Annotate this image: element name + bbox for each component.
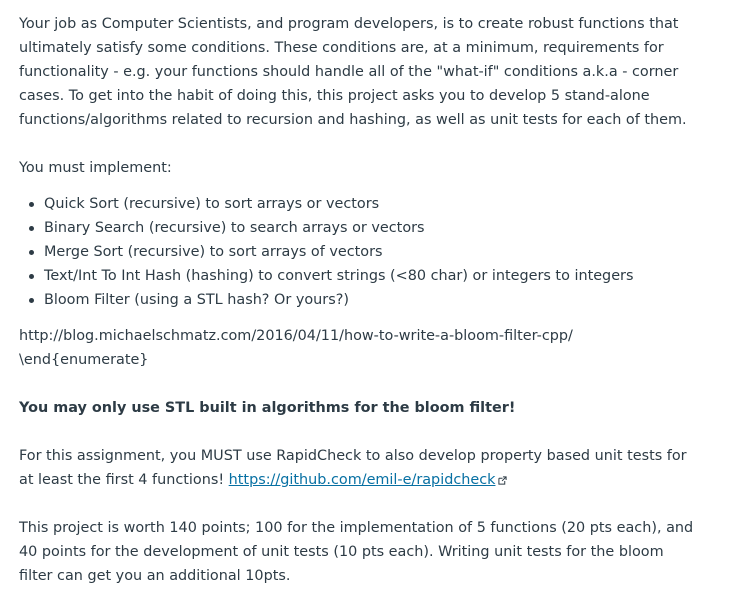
- external-link-icon[interactable]: [498, 476, 507, 485]
- list-item: Binary Search (recursive) to search arrays or vectors: [44, 216, 699, 240]
- rapidcheck-text: For this assignment, you MUST use RapidCheck to also develop property based unit tests for at least the first 4 functions!: [19, 448, 687, 488]
- list-item: Quick Sort (recursive) to sort arrays or vectors: [44, 192, 699, 216]
- bloom-reference: [19, 324, 699, 372]
- rapidcheck-link[interactable]: https://github.com/emil-e/rapidcheck: [228, 472, 496, 488]
- rapidcheck-paragraph: [19, 444, 699, 492]
- implementation-list: [19, 192, 699, 312]
- bloom-filter-url: http://blog.michaelschmatz.com/2016/04/11/how-to-write-a-bloom-filter-cpp/: [19, 328, 573, 344]
- points-paragraph: This project is worth 140 points; 100 for the implementation of 5 functions (20 pts each), and 40 points for the development of unit tests (10 pts each). Writing unit tests for the bloom filter can get you an additional 10pts.: [19, 520, 694, 584]
- list-item: Text/Int To Int Hash (hashing) to convert strings (<80 char) or integers to integers: [44, 264, 699, 288]
- end-enumerate-text: \end{enumerate}: [19, 352, 149, 368]
- must-implement-label: You must implement:: [19, 160, 172, 176]
- intro-paragraph: Your job as Computer Scientists, and program developers, is to create robust functions that ultimately satisfy some conditions. These conditions are, at a minimum, requirements for functionality - e.g. your functions should handle all of the "what-if" conditions a.k.a - corner cases. To get into the habit of doing this, this project asks you to develop 5 stand-alone functions/algorithms related to recursion and hashing, as well as unit tests for each of them.: [19, 16, 687, 128]
- stl-note: You may only use STL built in algorithms for the bloom filter!: [19, 400, 516, 416]
- list-item: Bloom Filter (using a STL hash? Or yours?): [44, 288, 699, 312]
- list-item: Merge Sort (recursive) to sort arrays of vectors: [44, 240, 699, 264]
